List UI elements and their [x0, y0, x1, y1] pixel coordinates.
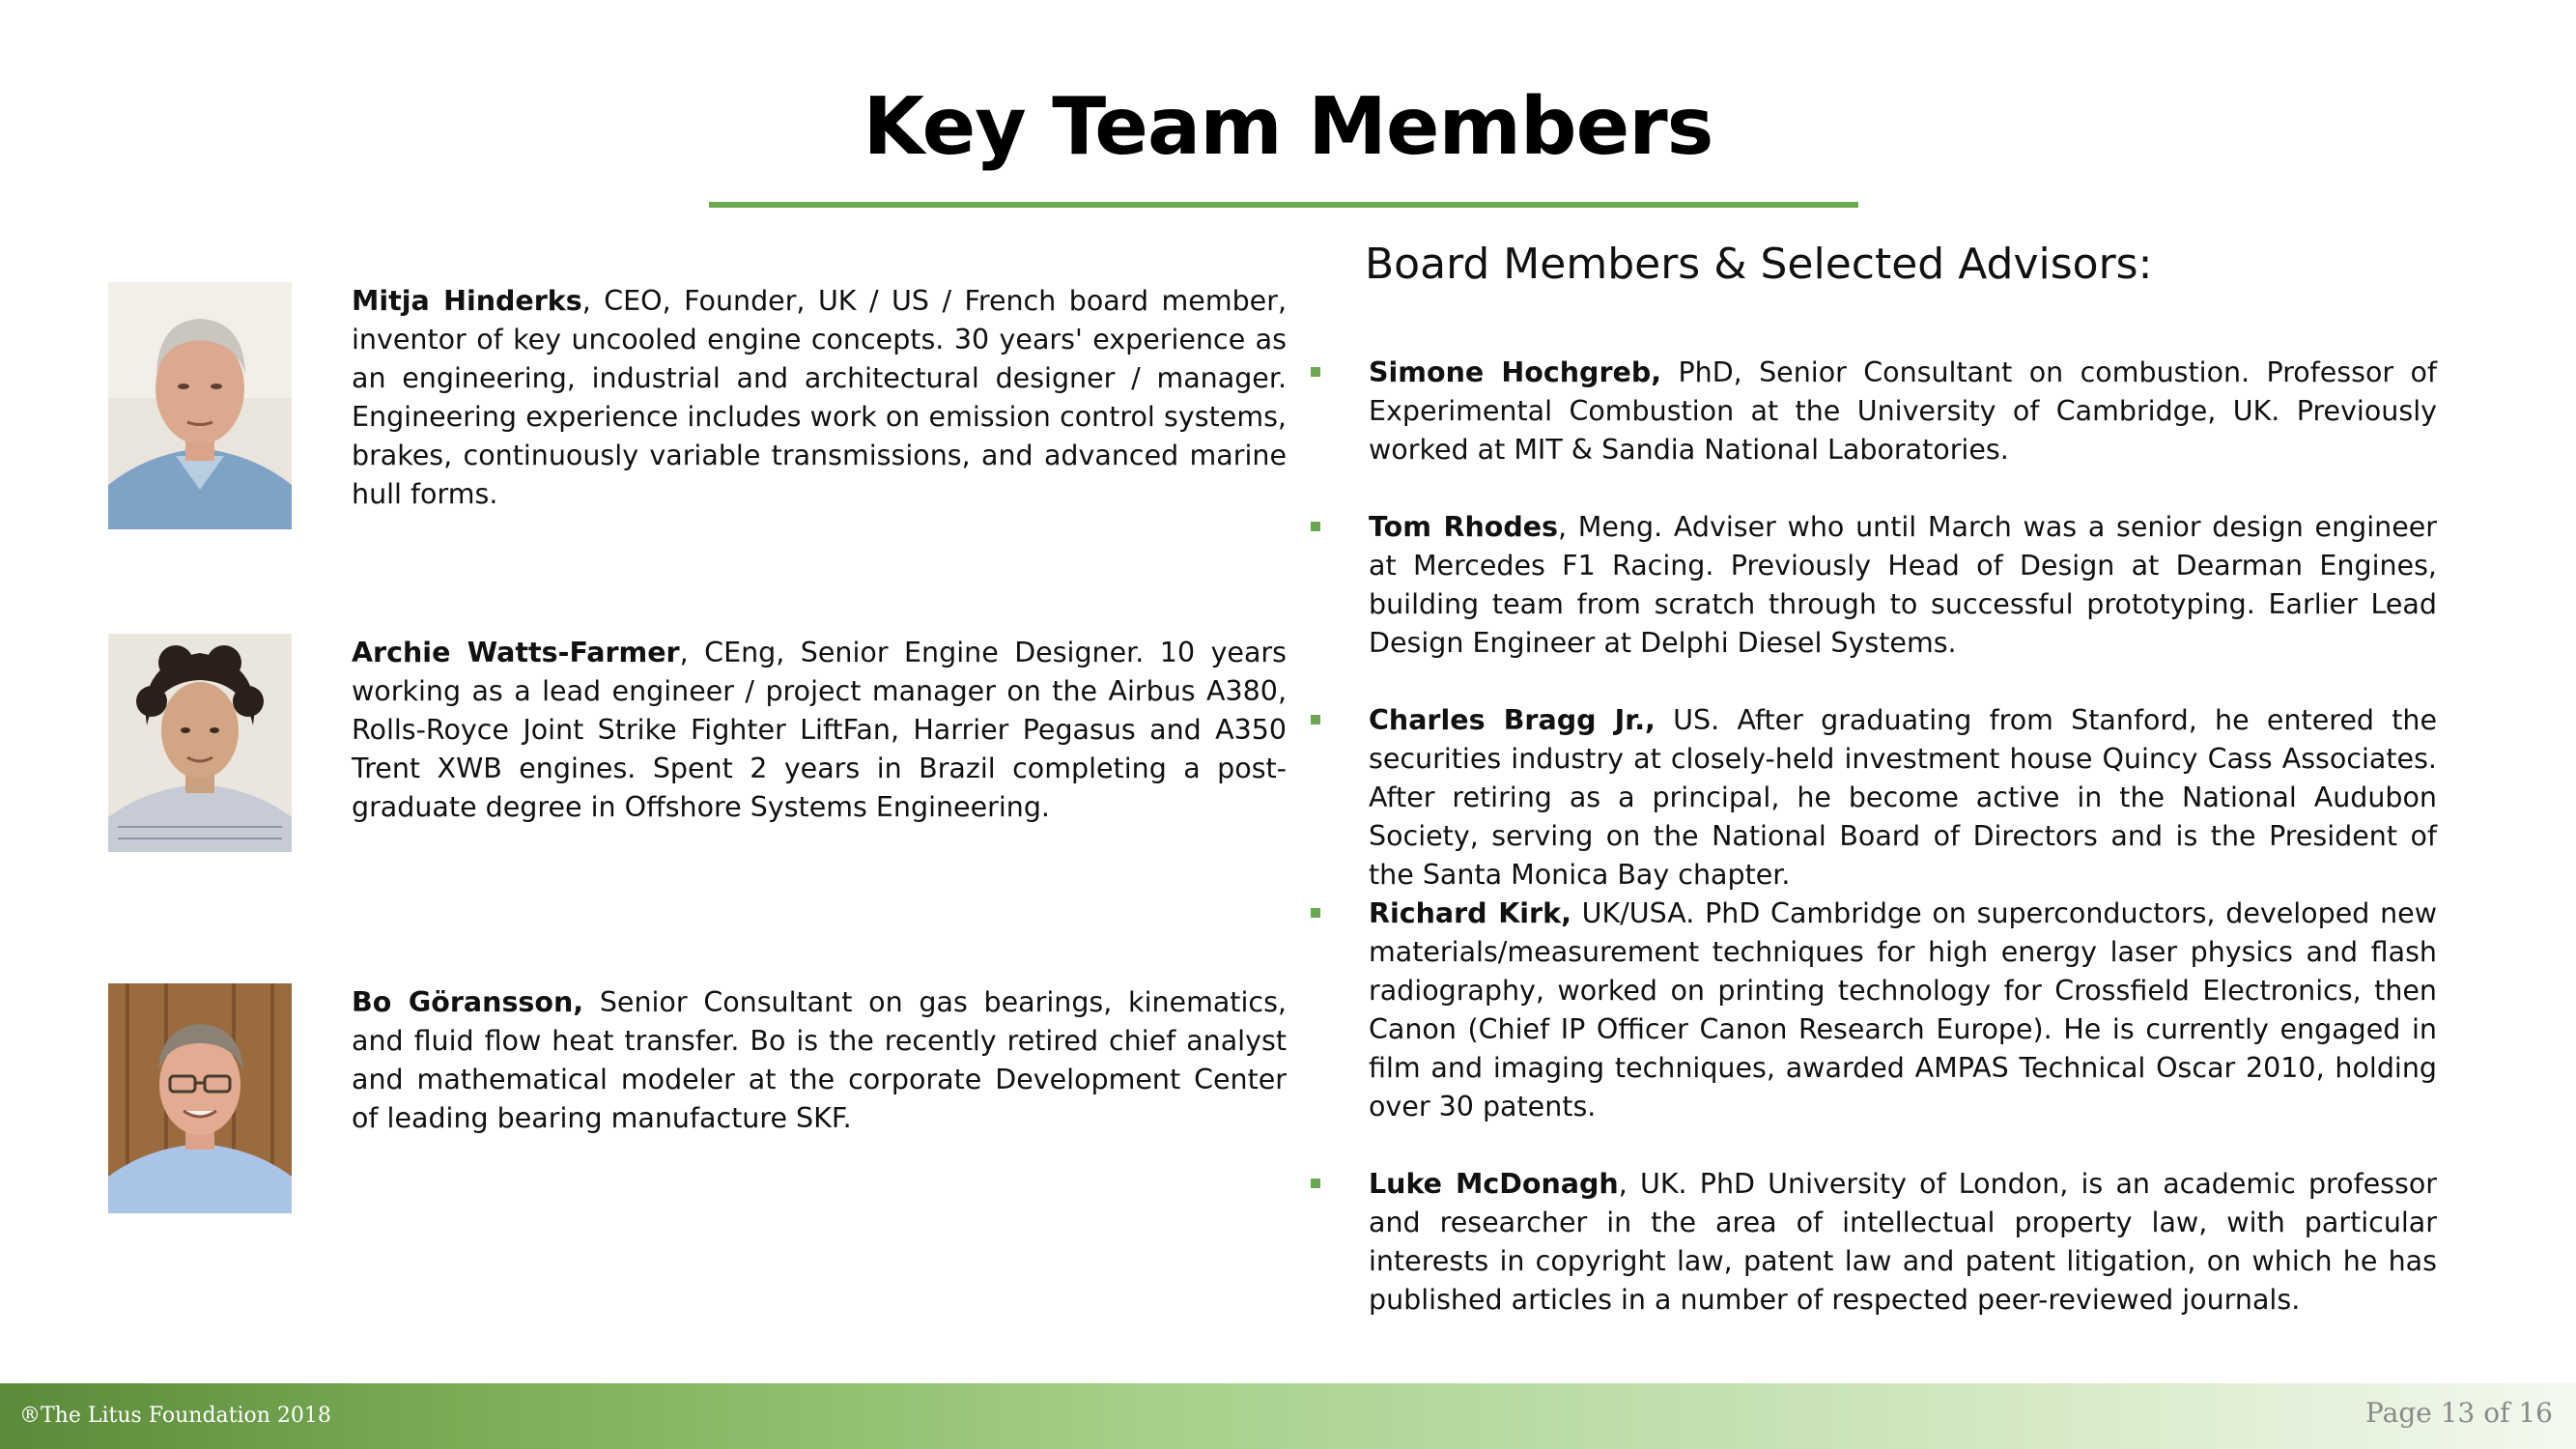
- page-number: Page 13 of 16: [2365, 1397, 2553, 1429]
- bullet-icon: [1311, 367, 1320, 377]
- page-title: Key Team Members: [863, 81, 1713, 173]
- advisor-bio: [1369, 354, 2437, 469]
- advisor-description: UK/USA. PhD Cambridge on superconductors, developed new materials/measurement techniques for high energy laser physics and flash radiography, worked on printing technology for Crossfield Electronics, then Canon (Chief IP Officer Canon Research Europe). He is currently engaged in film and imaging techniques, awarded AMPAS Technical Oscar 2010, holding over 30 patents.: [1369, 897, 2437, 1122]
- bullet-icon: [1311, 715, 1320, 724]
- advisor-name: Charles Bragg Jr.,: [1369, 704, 1656, 736]
- team-member-card: [108, 634, 1287, 856]
- member-name: Mitja Hinderks: [352, 285, 582, 317]
- member-bio: [352, 983, 1287, 1138]
- member-description: Senior Consultant on gas bearings, kinematics, and fluid flow heat transfer. Bo is the recently retired chief analyst and mathematical modeler at the corporate Development Center of leading bearing manufacture SKF.: [352, 986, 1287, 1134]
- advisor-bio: [1369, 895, 2437, 1126]
- member-bio: [352, 634, 1287, 827]
- team-member-card: [108, 282, 1287, 533]
- advisor-name: Richard Kirk,: [1369, 897, 1571, 929]
- bullet-icon: [1311, 1179, 1320, 1188]
- advisor-name: Simone Hochgreb,: [1369, 356, 1662, 388]
- member-description: , CEO, Founder, UK / US / French board member, inventor of key uncooled engine concepts. 30 years' experience as an engineering, industrial and architectural designer / manager. Engineering experience includes work on emission control systems, brakes, continuously variable transmissions, and advanced marine hull forms.: [352, 285, 1287, 510]
- advisor-name: Tom Rhodes: [1369, 511, 1559, 543]
- member-photo-portrait: [108, 634, 292, 852]
- advisor-description: PhD, Senior Consultant on combustion. Professor of Experimental Combustion at the University of Cambridge, UK. Previously worked at MIT & Sandia National Laboratories.: [1369, 356, 2437, 466]
- footer-bar: [0, 1383, 2576, 1449]
- advisor-description: US. After graduating from Stanford, he entered the securities industry at closely-held investment house Quincy Cass Associates. After retiring as a principal, he become active in the National Audubon Society, serving on the National Board of Directors and is the President of the Santa Monica Bay chapter.: [1369, 704, 2437, 891]
- board-heading: Board Members & Selected Advisors:: [1365, 240, 2153, 289]
- team-member-card: [108, 983, 1287, 1215]
- member-name: Archie Watts-Farmer: [352, 637, 680, 668]
- bullet-icon: [1311, 908, 1320, 918]
- advisor-bio: [1369, 508, 2437, 663]
- advisor-name: Luke McDonagh: [1369, 1168, 1619, 1200]
- member-name: Bo Göransson,: [352, 986, 584, 1018]
- member-description: , CEng, Senior Engine Designer. 10 years working as a lead engineer / project manager on the Airbus A380, Rolls-Royce Joint Strike Fighter LiftFan, Harrier Pegasus and A350 Trent XWB engines. Spent 2 years in Brazil completing a post-graduate degree in Offshore Systems Engineering.: [352, 637, 1287, 823]
- member-photo-portrait: [108, 282, 292, 529]
- advisor-bio: [1369, 701, 2437, 895]
- title-underline: [709, 202, 1858, 208]
- bullet-icon: [1311, 522, 1320, 531]
- member-photo-portrait: [108, 983, 292, 1213]
- member-bio: [352, 282, 1287, 514]
- advisor-description: , UK. PhD University of London, is an academic professor and researcher in the area of intellectual property law, with particular interests in copyright law, patent law and patent litigation, on which he has published articles in a number of respected peer-reviewed journals.: [1369, 1168, 2437, 1316]
- footer-copyright: ®The Litus Foundation 2018: [19, 1404, 331, 1428]
- advisor-description: , Meng. Adviser who until March was a senior design engineer at Mercedes F1 Racing. Previously Head of Design at Dearman Engines, building team from scratch through to successful prototyping. Earlier Lead Design Engineer at Delphi Diesel Systems.: [1369, 511, 2437, 659]
- advisor-bio: [1369, 1165, 2437, 1320]
